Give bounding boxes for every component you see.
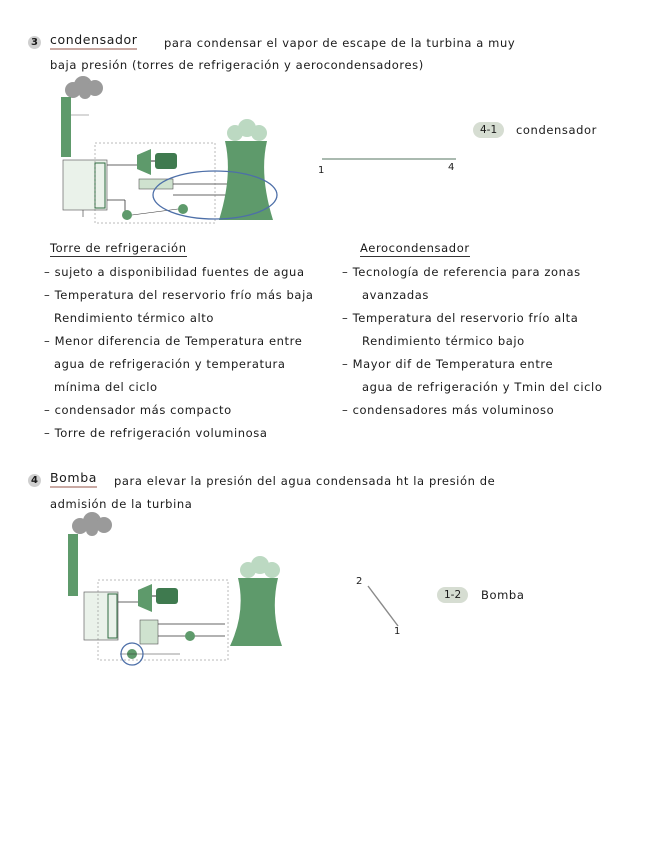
process-line-1-2 — [360, 578, 410, 638]
process-label-condensador: condensador — [516, 123, 598, 137]
point-2-label: 2 — [356, 576, 363, 587]
process-line-4-1 — [318, 150, 463, 180]
aero-item: – Tecnología de referencia para zonas — [342, 265, 581, 279]
power-plant-diagram-condenser — [55, 75, 280, 225]
torre-item: – condensador más compacto — [44, 403, 232, 417]
point-4-label: 4 — [448, 162, 455, 173]
aero-item: agua de refrigeración y Tmin del ciclo — [362, 380, 603, 394]
aero-item: – condensadores más voluminoso — [342, 403, 555, 417]
aero-item: Rendimiento térmico bajo — [362, 334, 525, 348]
torre-item: – Menor diferencia de Temperatura entre — [44, 334, 303, 348]
aero-item: – Mayor dif de Temperatura entre — [342, 357, 554, 371]
section-3-line-2: baja presión (torres de refrigeración y aerocondensadores) — [50, 58, 424, 72]
torre-item: – Temperatura del reservorio frío más baja — [44, 288, 314, 302]
section-4-title: Bomba — [50, 470, 97, 488]
torre-item: – Torre de refrigeración voluminosa — [44, 426, 268, 440]
point-1-label: 1 — [318, 165, 325, 176]
aero-item: – Temperatura del reservorio frío alta — [342, 311, 579, 325]
section-3-title: condensador — [50, 32, 137, 50]
section-4-line-2: admisión de la turbina — [50, 497, 193, 511]
section-3-line-1: para condensar el vapor de escape de la turbina a muy — [164, 36, 516, 50]
section-3-number: 3 — [28, 36, 41, 49]
torre-item: mínima del ciclo — [54, 380, 158, 394]
aero-heading: Aerocondensador — [360, 241, 470, 255]
section-4-number: 4 — [28, 474, 41, 487]
section-4-line-1: para elevar la presión del agua condensada ht la presión de — [114, 474, 496, 488]
torre-item: agua de refrigeración y temperatura — [54, 357, 286, 371]
process-tag-1-2: 1-2 — [437, 587, 468, 603]
power-plant-diagram-pump — [60, 512, 285, 667]
point-1-label: 1 — [394, 626, 401, 637]
process-tag-4-1: 4-1 — [473, 122, 504, 138]
aero-item: avanzadas — [362, 288, 430, 302]
process-label-bomba: Bomba — [481, 588, 525, 602]
torre-item: Rendimiento térmico alto — [54, 311, 215, 325]
torre-heading: Torre de refrigeración — [50, 241, 187, 255]
torre-item: – sujeto a disponibilidad fuentes de agua — [44, 265, 305, 279]
